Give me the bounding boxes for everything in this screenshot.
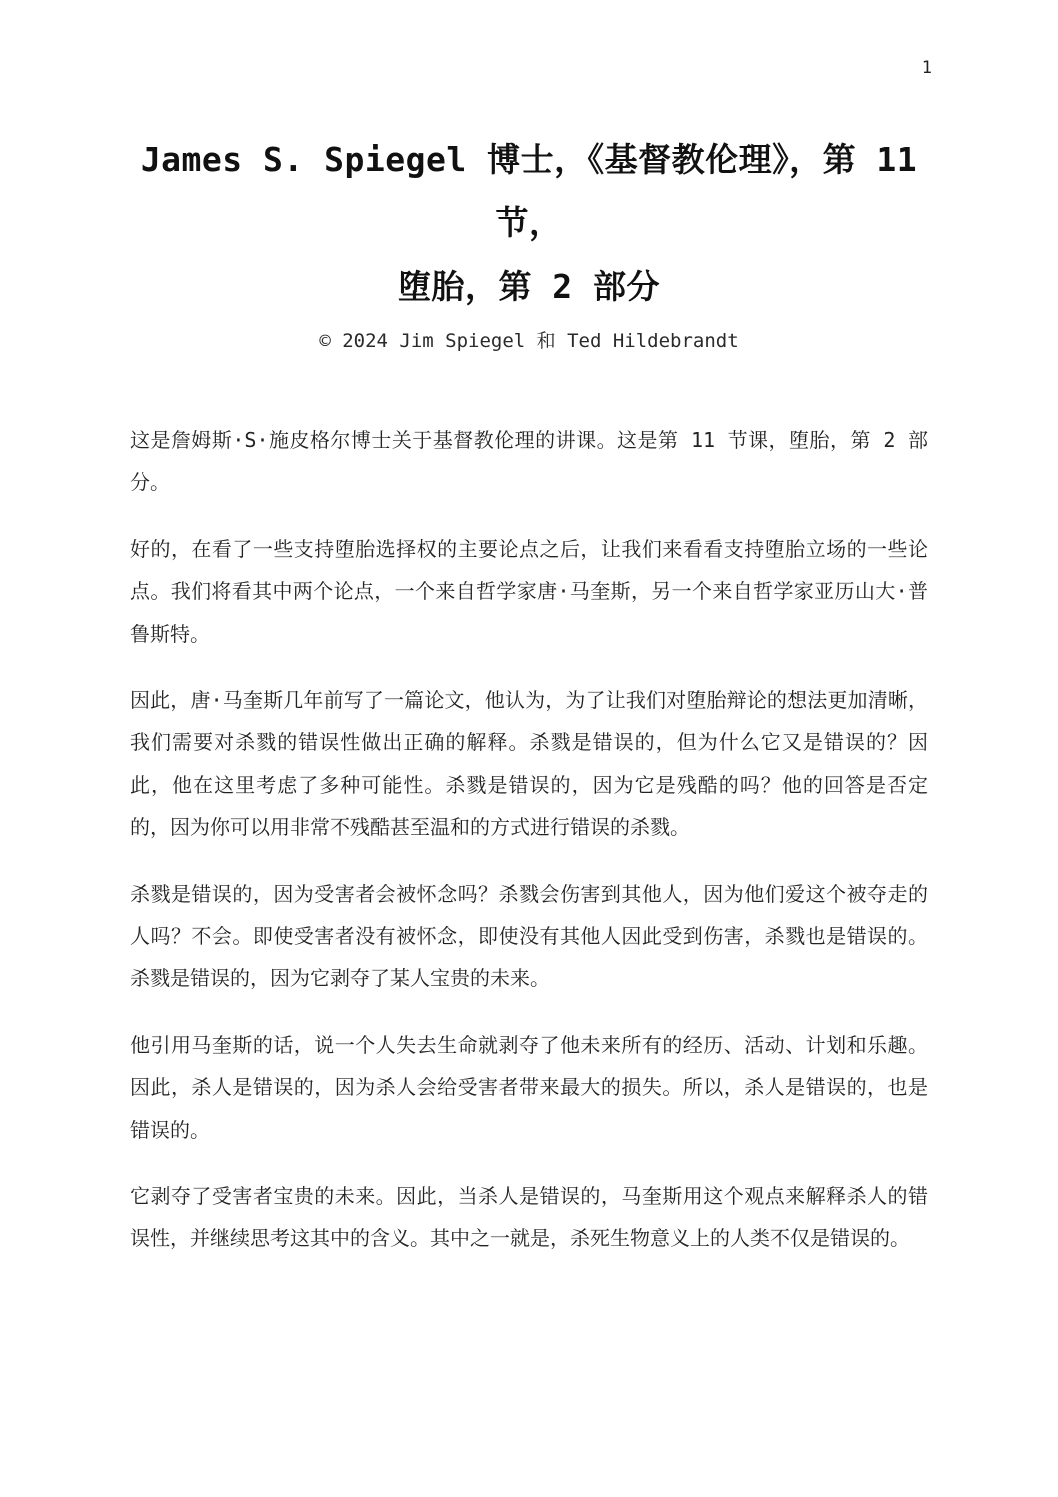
paragraph: 他引用马奎斯的话，说一个人失去生命就剥夺了他未来所有的经历、活动、计划和乐趣。因此，杀人是错误的，因为杀人会给受害者带来最大的损失。所以，杀人是错误的，也是错误的。 — [130, 1032, 928, 1142]
paragraph: 它剥夺了受害者宝贵的未来。因此，当杀人是错误的，马奎斯用这个观点来解释杀人的错误性，并继续思考这其中的含义。其中之一就是，杀死生物意义上的人类不仅是错误的。 — [130, 1183, 928, 1251]
paragraph: 因此，唐·马奎斯几年前写了一篇论文，他认为，为了让我们对堕胎辩论的想法更加清晰，我们需要对杀戮的错误性做出正确的解释。杀戮是错误的，但为什么它又是错误的？因此，他在这里考虑了多种可能性。杀戮是错误的，因为它是残酷的吗？他的回答是否定的，因为你可以用非常不残酷甚至温和的方式进行错误的杀戮。 — [130, 688, 928, 840]
document-title-line-2: 堕胎，第 2 部分 — [397, 266, 661, 306]
document-title-line-1: James S. Spiegel 博士，《基督教伦理》，第 11 节， — [140, 140, 918, 243]
document-body — [130, 419, 928, 1260]
paragraph: 杀戮是错误的，因为受害者会被怀念吗？杀戮会伤害到其他人，因为他们爱这个被夺走的人吗？不会。即使受害者没有被怀念，即使没有其他人因此受到伤害，杀戮也是错误的。杀戮是错误的，因为它剥夺了某人宝贵的未来。 — [130, 881, 928, 991]
paragraph: 好的，在看了一些支持堕胎选择权的主要论点之后，让我们来看看支持堕胎立场的一些论点。我们将看其中两个论点，一个来自哲学家唐·马奎斯，另一个来自哲学家亚历山大·普鲁斯特。 — [130, 536, 928, 646]
copyright-line: © 2024 Jim Spiegel 和 Ted Hildebrandt — [319, 330, 739, 353]
paragraph: 这是詹姆斯·S·施皮格尔博士关于基督教伦理的讲课。这是第 11 节课，堕胎，第 2 部分。 — [130, 428, 928, 495]
page-number: 1 — [921, 58, 932, 78]
document-title — [130, 128, 928, 318]
